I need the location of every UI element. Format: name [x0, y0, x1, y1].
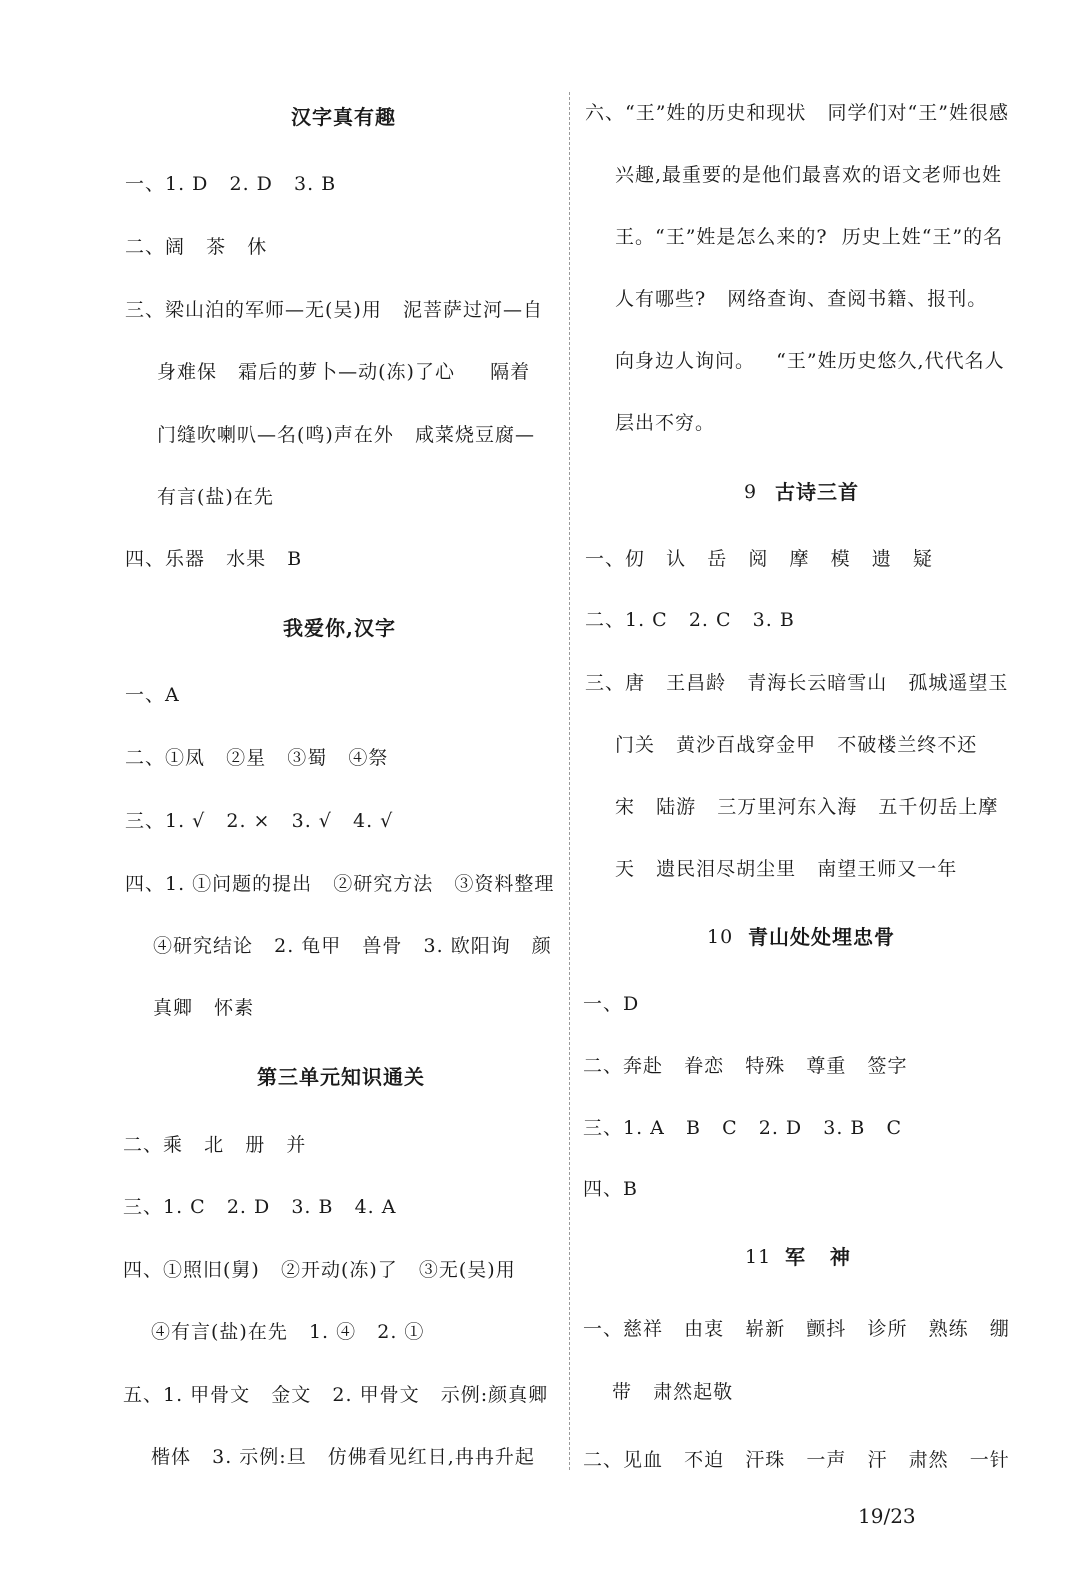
answer-line: 真卿 怀素 [153, 997, 255, 1019]
answer-line: 门缝吹喇叭—名(鸣)声在外 咸菜烧豆腐— [157, 424, 535, 446]
answer-line: 二、1. C 2. C 3. B [585, 609, 795, 631]
answer-line: 二、阔 茶 休 [125, 236, 268, 258]
answer-line: 四、乐器 水果 B [125, 548, 303, 570]
answer-line: 二、乘 北 册 并 [123, 1134, 307, 1156]
answer-line: 有言(盐)在先 [157, 486, 274, 508]
answer-line: 一、仞 认 岳 阅 摩 模 遗 疑 [585, 548, 933, 570]
answer-line: 天 遗民泪尽胡尘里 南望王师又一年 [615, 858, 958, 880]
answer-line: ④有言(盐)在先 1. ④ 2. ① [151, 1321, 425, 1343]
answer-line: 二、①凤 ②星 ③蜀 ④祭 [125, 747, 389, 769]
answer-line: 向身边人询问。 “王”姓历史悠久,代代名人 [615, 350, 1005, 372]
lesson-number: 9 [744, 481, 758, 503]
answer-line: 二、见血 不迫 汗珠 一声 汗 肃然 一针 [583, 1449, 1010, 1471]
page-number: 19/23 [858, 1504, 916, 1528]
section-title-hanzi-zhen-you-qu: 汉字真有趣 [291, 105, 396, 129]
answer-line: 三、唐 王昌龄 青海长云暗雪山 孤城遥望玉 [585, 672, 1009, 694]
answer-line: 四、①照旧(舅) ②开动(冻)了 ③无(吴)用 [123, 1259, 516, 1281]
section-title-qing-shan: 青山处处埋忠骨 [748, 925, 895, 949]
answer-line: 一、慈祥 由衷 崭新 颤抖 诊所 熟练 绷 [583, 1318, 1010, 1340]
answer-line: 楷体 3. 示例:旦 仿佛看见红日,冉冉升起 [151, 1446, 535, 1468]
lesson-number: 11 [745, 1246, 772, 1268]
answer-line: 王。“王”姓是怎么来的? 历史上姓“王”的名 [615, 226, 1004, 248]
answer-line: 门关 黄沙百战穿金甲 不破楼兰终不还 [615, 734, 978, 756]
answer-line: 六、“王”姓的历史和现状 同学们对“王”姓很感 [585, 102, 1009, 124]
answer-line: 宋 陆游 三万里河东入海 五千仞岳上摩 [615, 796, 999, 818]
answer-line: 五、1. 甲骨文 金文 2. 甲骨文 示例:颜真卿 [123, 1384, 549, 1406]
answer-line: 人有哪些? 网络查询、查阅书籍、报刊。 [615, 288, 988, 310]
answer-line: 一、1. D 2. D 3. B [125, 173, 337, 195]
answer-line: 三、梁山泊的军师—无(吴)用 泥菩萨过河—自 [125, 299, 543, 321]
answer-line: 三、1. C 2. D 3. B 4. A [123, 1196, 397, 1218]
section-title-unit3-review: 第三单元知识通关 [257, 1065, 425, 1089]
answer-line: 一、A [125, 684, 180, 706]
answer-line: 层出不穷。 [615, 412, 716, 434]
answer-line: 带 肃然起敬 [612, 1381, 734, 1403]
answer-line: 身难保 霜后的萝卜—动(冻)了心 隔着 [157, 361, 531, 383]
section-title-jun-shen: 军 神 [785, 1245, 851, 1269]
answer-line: 一、D [583, 993, 640, 1015]
answer-line: 四、1. ①问题的提出 ②研究方法 ③资料整理 [125, 873, 555, 895]
section-title-wo-ai-ni-hanzi: 我爱你,汉字 [283, 616, 396, 640]
section-title-gu-shi-san-shou: 古诗三首 [775, 480, 859, 504]
lesson-number: 10 [707, 926, 734, 948]
answer-line: ④研究结论 2. 龟甲 兽骨 3. 欧阳询 颜 [153, 935, 552, 957]
column-divider [569, 92, 570, 1470]
answer-line: 三、1. A B C 2. D 3. B C [583, 1117, 903, 1139]
answer-line: 三、1. √ 2. × 3. √ 4. √ [125, 810, 394, 832]
answer-line: 四、B [583, 1178, 638, 1200]
answer-line: 二、奔赴 眷恋 特殊 尊重 签字 [583, 1055, 908, 1077]
answer-line: 兴趣,最重要的是他们最喜欢的语文老师也姓 [615, 164, 1003, 186]
